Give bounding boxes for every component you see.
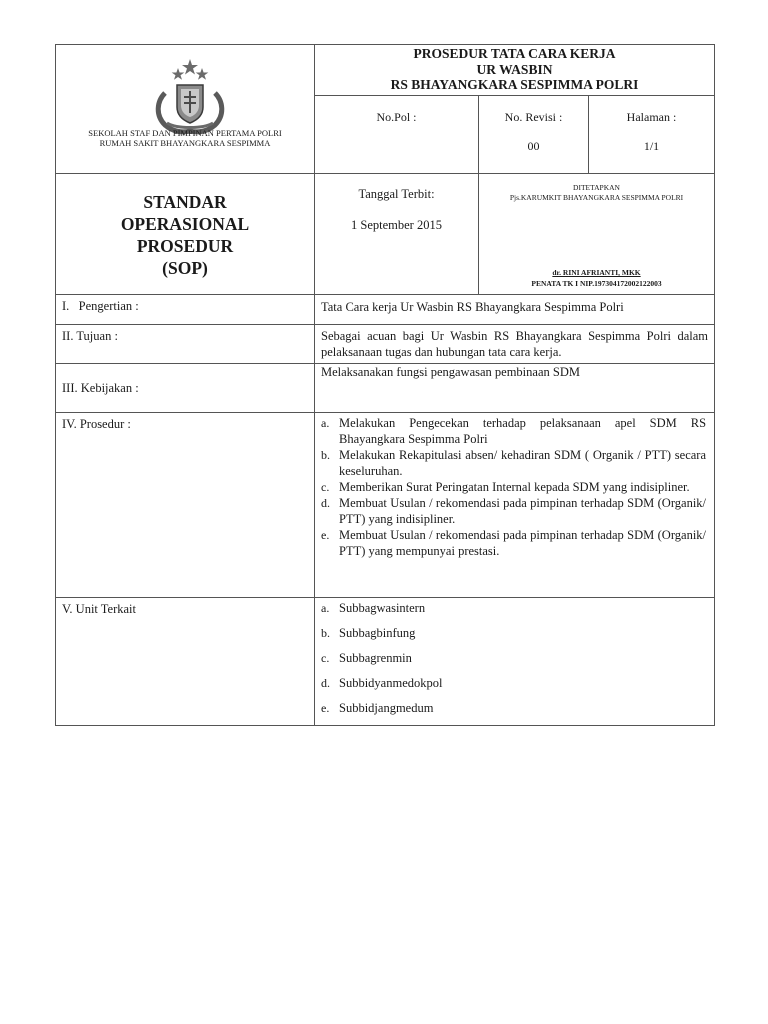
signatory-position: Pjs.KARUMKIT BHAYANGKARA SESPIMMA POLRI	[509, 193, 684, 202]
list-item-text: Melakukan Pengecekan terhadap pelaksanaan apel SDM RS Bhayangkara Sespimma Polri	[339, 416, 707, 446]
list-marker: b.	[321, 626, 330, 640]
institution-name	[56, 128, 314, 148]
list-item	[321, 650, 708, 675]
no-pol-label: No.Pol :	[376, 110, 417, 125]
kebijakan-text: Melaksanakan fungsi pengawasan pembinaan SDM	[321, 365, 580, 379]
sop-title-line-3: PROSEDUR	[136, 236, 234, 256]
prosedur-label: IV. Prosedur :	[62, 417, 131, 431]
unit-terkait-list	[321, 600, 708, 725]
kebijakan-label-cell	[56, 364, 315, 413]
ditetapkan-label: DITETAPKAN	[573, 183, 620, 192]
signatory-nip: PENATA TK I NIP.197304172002122003	[531, 279, 662, 288]
prosedur-label-cell	[56, 413, 315, 598]
sop-title-line-2: OPERASIONAL	[120, 214, 250, 234]
unit-terkait-label-cell	[56, 598, 315, 726]
list-item	[321, 527, 706, 559]
unit-terkait-label: V. Unit Terkait	[62, 602, 137, 616]
prosedur-list	[321, 415, 706, 559]
list-item	[321, 447, 706, 479]
list-marker: b.	[321, 448, 330, 462]
no-pol-cell	[315, 96, 479, 174]
prosedur-list-cell	[315, 413, 715, 598]
institution-line-1: SEKOLAH STAF DAN PIMPINAN PERTAMA POLRI	[88, 128, 282, 138]
kebijakan-text-cell	[315, 364, 715, 413]
list-item-text: Membuat Usulan / rekomendasi pada pimpinan terhadap SDM (Organik/ PTT) yang indisipliner.	[339, 496, 707, 526]
unit-terkait-list-cell	[315, 598, 715, 726]
title-line-1: PROSEDUR TATA CARA KERJA	[413, 46, 616, 61]
list-item-text: Subbagbinfung	[339, 626, 416, 640]
list-marker: c.	[321, 480, 330, 494]
header-logo-cell	[56, 45, 315, 174]
list-marker: e.	[321, 528, 330, 542]
kebijakan-label: III. Kebijakan :	[62, 381, 139, 395]
signature-cell	[479, 174, 715, 295]
list-item-text: Subbagwasintern	[339, 601, 426, 615]
halaman-value: 1/1	[643, 139, 660, 154]
list-item	[321, 479, 706, 495]
tanggal-terbit-label: Tanggal Terbit:	[358, 187, 435, 201]
sop-title-line-1: STANDAR	[143, 192, 227, 212]
list-marker: d.	[321, 676, 330, 690]
sop-document	[55, 44, 714, 726]
halaman-cell	[589, 96, 715, 174]
list-item-text: Memberikan Surat Peringatan Internal kepada SDM yang indisipliner.	[339, 480, 690, 494]
list-marker: e.	[321, 701, 330, 715]
halaman-label: Halaman :	[626, 110, 677, 125]
pengertian-label: I. Pengertian :	[62, 299, 139, 313]
no-revisi-value: 00	[527, 139, 540, 154]
list-marker: c.	[321, 651, 330, 665]
list-marker: d.	[321, 496, 330, 510]
sop-title-line-4: (SOP)	[162, 258, 208, 278]
no-revisi-label: No. Revisi :	[504, 110, 563, 125]
tujuan-label: II. Tujuan :	[62, 329, 118, 343]
title-line-3: RS BHAYANGKARA SESPIMMA POLRI	[390, 77, 639, 92]
sop-title-cell	[56, 174, 315, 295]
list-item-text: Subbidjangmedum	[339, 701, 434, 715]
no-revisi-cell	[479, 96, 589, 174]
tujuan-text-cell	[315, 325, 715, 364]
document-title	[315, 45, 715, 96]
list-marker: a.	[321, 601, 330, 615]
title-line-2: UR WASBIN	[476, 61, 553, 77]
list-item	[321, 625, 708, 650]
tanggal-terbit-cell	[315, 174, 479, 295]
institution-line-2: RUMAH SAKIT BHAYANGKARA SESPIMMA	[99, 138, 271, 148]
tanggal-terbit-value: 1 September 2015	[351, 218, 442, 232]
list-marker: a.	[321, 416, 330, 430]
polri-emblem-logo	[147, 57, 233, 137]
list-item	[321, 415, 706, 447]
pengertian-text: Tata Cara kerja Ur Wasbin RS Bhayangkara Sespimma Polri	[321, 300, 624, 314]
sop-table	[55, 44, 715, 726]
list-item	[321, 675, 708, 700]
pengertian-label-cell	[56, 295, 315, 325]
list-item	[321, 700, 708, 725]
list-item-text: Membuat Usulan / rekomendasi pada pimpinan terhadap SDM (Organik/ PTT) yang mempunyai prestasi.	[339, 528, 707, 558]
list-item-text: Melakukan Rekapitulasi absen/ kehadiran SDM ( Organik / PTT) secara keseluruhan.	[339, 448, 707, 478]
tujuan-text: Sebagai acuan bagi Ur Wasbin RS Bhayangkara Sespimma Polri dalam pelaksanaan tugas dan hubungan tata cara kerja.	[321, 329, 709, 359]
list-item	[321, 495, 706, 527]
list-item	[321, 600, 708, 625]
list-item-text: Subbidyanmedokpol	[339, 676, 443, 690]
signatory-name: dr. RINI AFRIANTI, MKK	[552, 268, 641, 277]
list-item-text: Subbagrenmin	[339, 651, 412, 665]
tujuan-label-cell	[56, 325, 315, 364]
pengertian-text-cell	[315, 295, 715, 325]
